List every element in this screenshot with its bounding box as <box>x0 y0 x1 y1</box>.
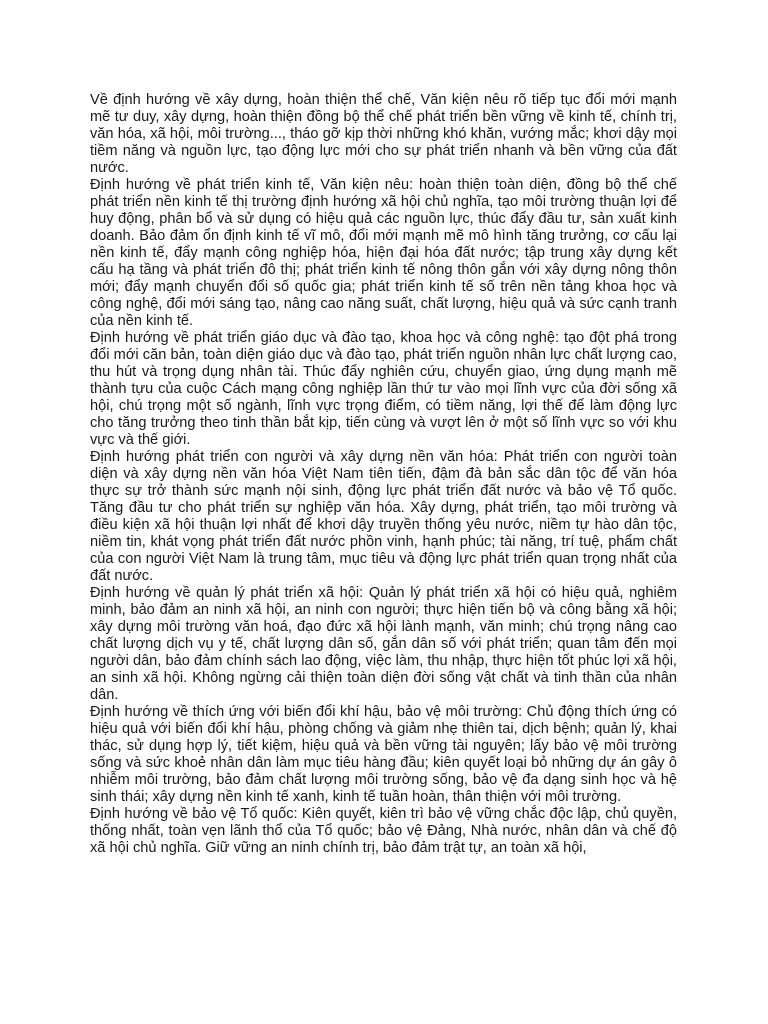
paragraph-people-culture: Định hướng phát triển con người và xây dựng nền văn hóa: Phát triển con người toàn diện và xây dựng nền văn hóa Việt Nam tiên tiến, đậm đà bản sắc dân tộc để văn hóa thực sự trở thành sức mạnh nội sinh, động lực phát triển đất nước và bảo vệ Tổ quốc. Tăng đầu tư cho phát triển sự nghiệp văn hóa. Xây dựng, phát triển, tạo môi trường và điều kiện xã hội thuận lợi nhất để khơi dậy truyền thống yêu nước, niềm tự hào dân tộc, niềm tin, khát vọng phát triển đất nước phồn vinh, hạnh phúc; tài năng, trí tuệ, phẩm chất của con người Việt Nam là trung tâm, mục tiêu và động lực phát triển quan trọng nhất của đất nước. <box>90 449 677 584</box>
paragraph-economy: Định hướng về phát triển kinh tế, Văn kiện nêu: hoàn thiện toàn diện, đồng bộ thể chế phát triển nền kinh tế thị trường định hướng xã hội chủ nghĩa, tạo môi trường thuận lợi để huy động, phân bổ và sử dụng có hiệu quả các nguồn lực, thúc đẩy đầu tư, sản xuất kinh doanh. Bảo đảm ổn định kinh tế vĩ mô, đổi mới mạnh mẽ mô hình tăng trưởng, cơ cấu lại nền kinh tế, đẩy mạnh công nghiệp hóa, hiện đại hóa đất nước; tập trung xây dựng kết cấu hạ tầng và phát triển đô thị; phát triển kinh tế nông thôn gắn với xây dựng nông thôn mới; đẩy mạnh chuyển đổi số quốc gia; phát triển kinh tế số trên nền tảng khoa học và công nghệ, đổi mới sáng tạo, nâng cao năng suất, chất lượng, hiệu quả và sức cạnh tranh của nền kinh tế. <box>90 177 677 329</box>
document-page <box>90 92 677 857</box>
paragraph-national-defense: Định hướng về bảo vệ Tổ quốc: Kiên quyết, kiên trì bảo vệ vững chắc độc lập, chủ quyền, thống nhất, toàn vẹn lãnh thổ của Tổ quốc; bảo vệ Đảng, Nhà nước, nhân dân và chế độ xã hội chủ nghĩa. Giữ vững an ninh chính trị, bảo đảm trật tự, an toàn xã hội, <box>90 806 677 856</box>
paragraph-institutions: Về định hướng về xây dựng, hoàn thiện thể chế, Văn kiện nêu rõ tiếp tục đổi mới mạnh mẽ tư duy, xây dựng, hoàn thiện đồng bộ thể chế phát triển bền vững về kinh tế, chính trị, văn hóa, xã hội, môi trường..., tháo gỡ kịp thời những khó khăn, vướng mắc; khơi dậy mọi tiềm năng và nguồn lực, tạo động lực mới cho sự phát triển nhanh và bền vững của đất nước. <box>90 92 677 176</box>
paragraph-climate-environment: Định hướng về thích ứng với biến đổi khí hậu, bảo vệ môi trường: Chủ động thích ứng có hiệu quả với biến đổi khí hậu, phòng chống và giảm nhẹ thiên tai, dịch bệnh; quản lý, khai thác, sử dụng hợp lý, tiết kiệm, hiệu quả và bền vững tài nguyên; lấy bảo vệ môi trường sống và sức khoẻ nhân dân làm mục tiêu hàng đầu; kiên quyết loại bỏ những dự án gây ô nhiễm môi trường, bảo đảm chất lượng môi trường sống, bảo vệ đa dạng sinh học và hệ sinh thái; xây dựng nền kinh tế xanh, kinh tế tuần hoàn, thân thiện với môi trường. <box>90 704 677 805</box>
paragraph-social-management: Định hướng về quản lý phát triển xã hội: Quản lý phát triển xã hội có hiệu quả, nghiêm minh, bảo đảm an ninh xã hội, an ninh con người; thực hiện tiến bộ và công bằng xã hội; xây dựng môi trường văn hoá, đạo đức xã hội lành mạnh, văn minh; chú trọng nâng cao chất lượng dịch vụ y tế, chất lượng dân số, gắn dân số với phát triển; quan tâm đến mọi người dân, bảo đảm chính sách lao động, việc làm, thu nhập, thực hiện tốt phúc lợi xã hội, an sinh xã hội. Không ngừng cải thiện toàn diện đời sống vật chất và tinh thần của nhân dân. <box>90 585 677 703</box>
paragraph-education-science: Định hướng về phát triển giáo dục và đào tạo, khoa học và công nghệ: tạo đột phá trong đổi mới căn bản, toàn diện giáo dục và đào tạo, phát triển nguồn nhân lực chất lượng cao, thu hút và trọng dụng nhân tài. Thúc đẩy nghiên cứu, chuyển giao, ứng dụng mạnh mẽ thành tựu của cuộc Cách mạng công nghiệp lần thứ tư vào mọi lĩnh vực của đời sống xã hội, chú trọng một số ngành, lĩnh vực trọng điểm, có tiềm năng, lợi thế để làm động lực cho tăng trưởng theo tinh thần bắt kịp, tiến cùng và vượt lên ở một số lĩnh vực so với khu vực và thế giới. <box>90 330 677 448</box>
